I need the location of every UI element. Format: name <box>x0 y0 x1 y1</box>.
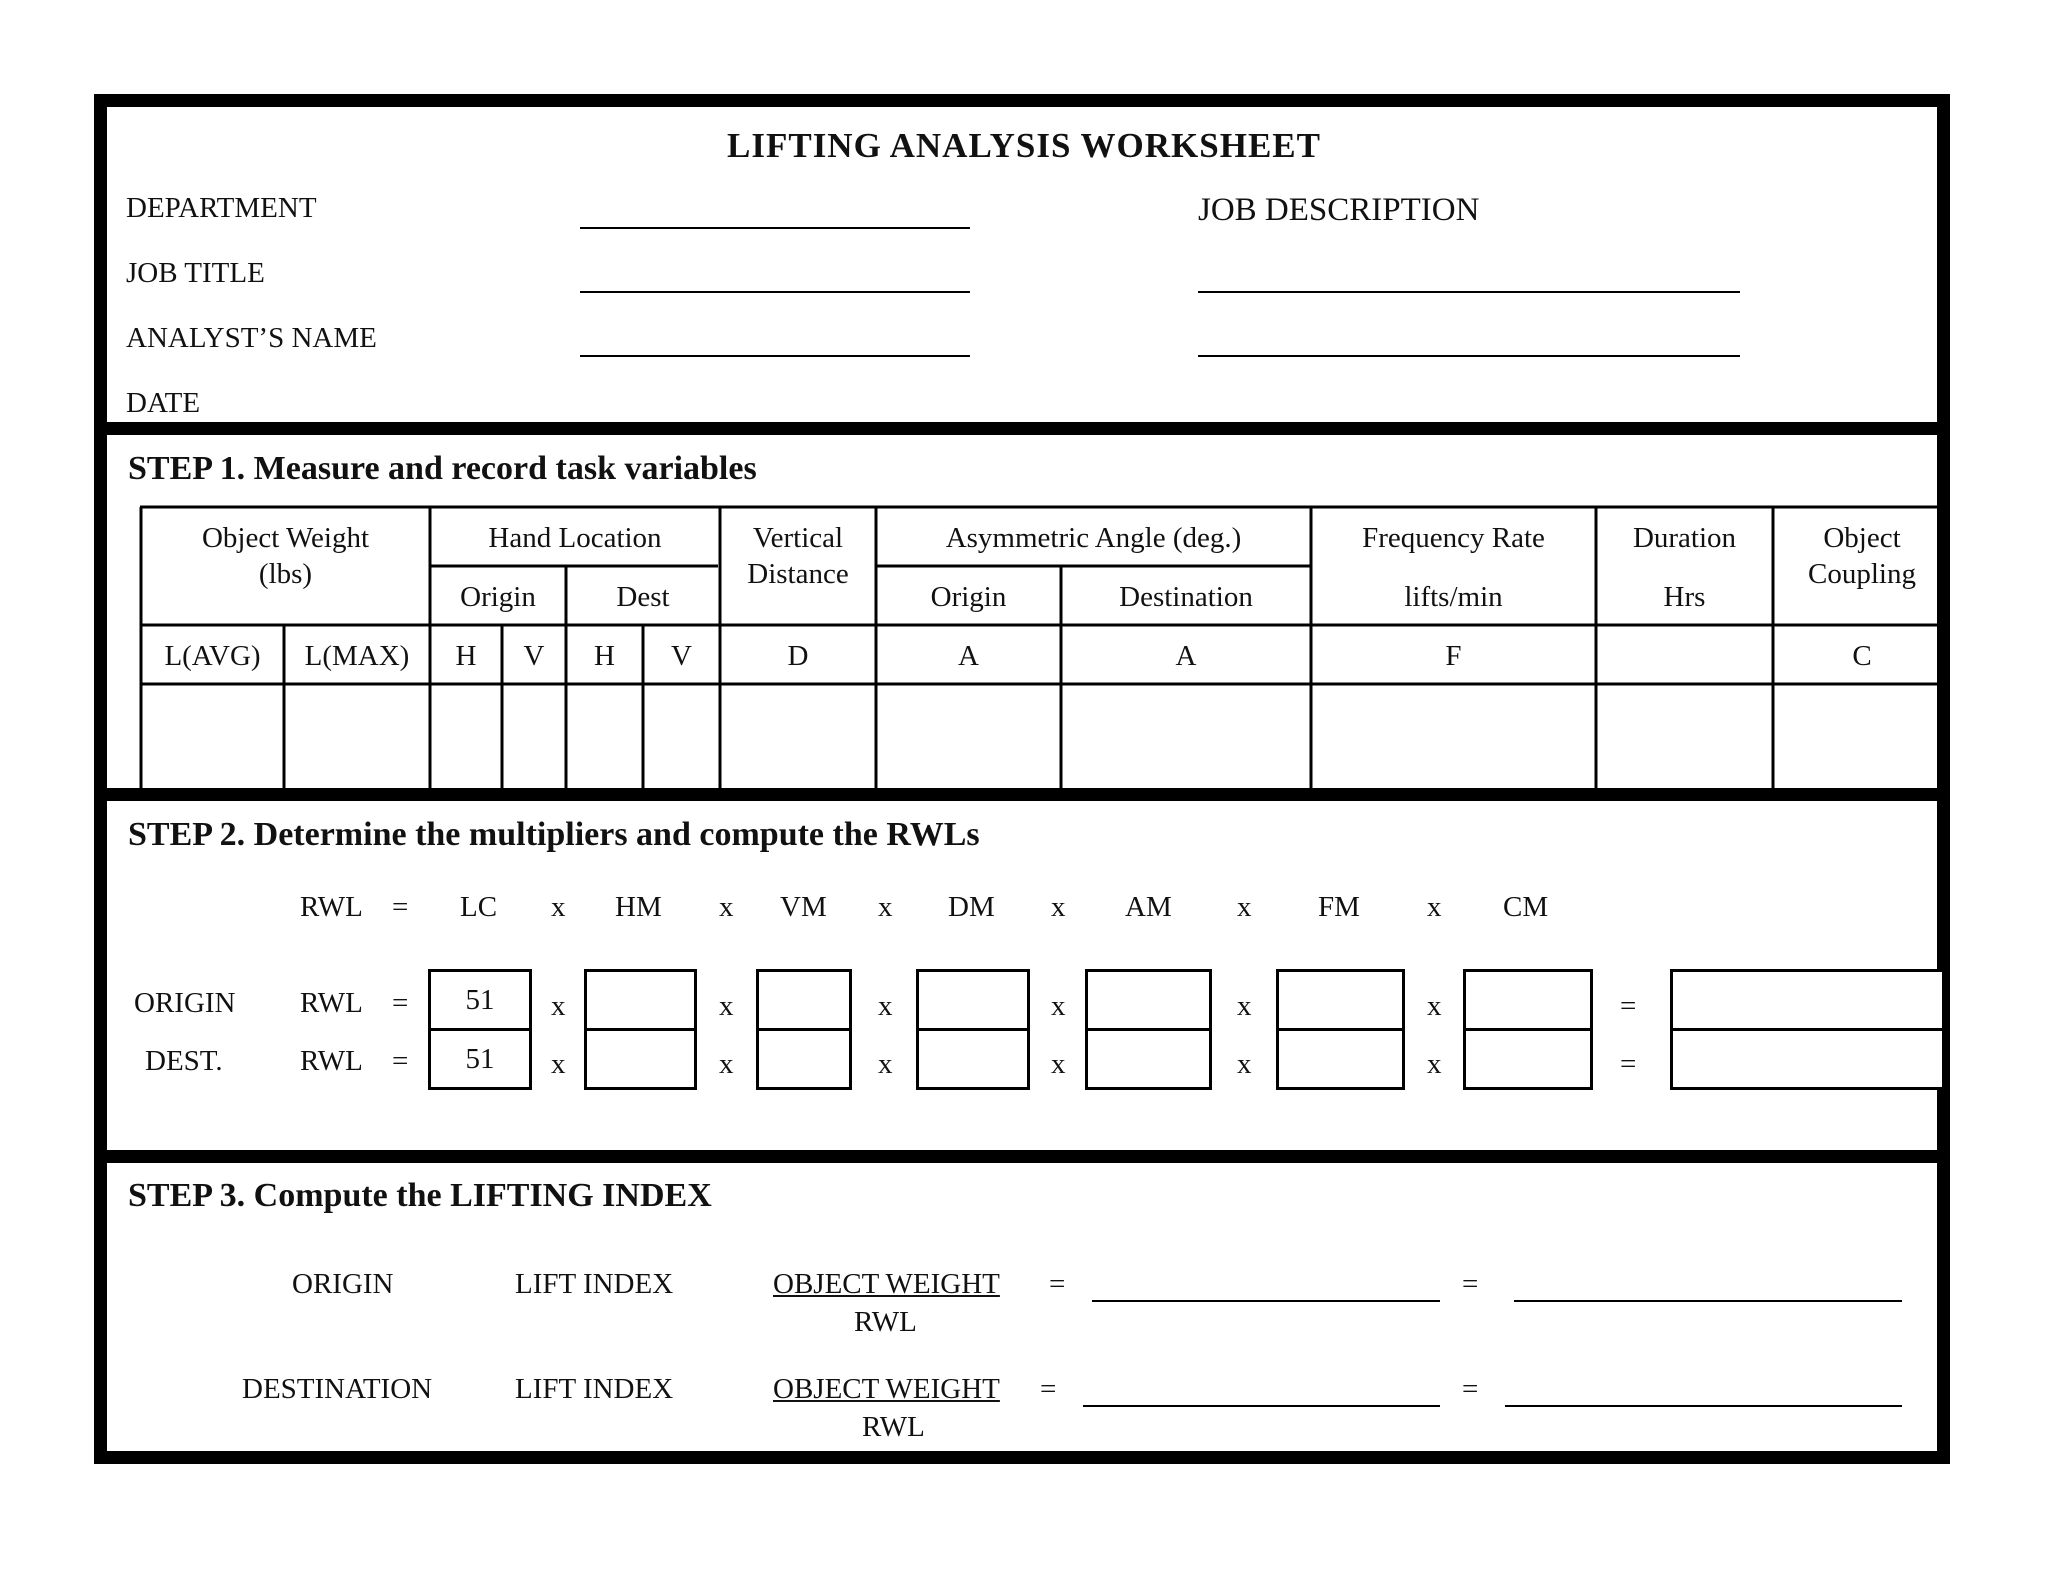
input-duration[interactable] <box>1598 686 1771 786</box>
formula-x: x <box>551 891 566 923</box>
formula-cm: CM <box>1503 891 1549 923</box>
origin-lc-box <box>428 969 532 1031</box>
input-coupling[interactable] <box>1775 686 1937 786</box>
li-origin-equals: = <box>1049 1268 1066 1300</box>
vertical-header: Vertical <box>752 522 844 554</box>
formula-am: AM <box>1125 891 1172 923</box>
origin-vm-input[interactable] <box>756 969 852 1031</box>
origin-x: x <box>551 990 566 1022</box>
origin-x: x <box>878 990 893 1022</box>
dest-fm-input[interactable] <box>1276 1028 1405 1090</box>
date-label: DATE <box>126 387 201 419</box>
origin-x: x <box>1051 990 1066 1022</box>
origin-fm-input[interactable] <box>1276 969 1405 1031</box>
input-dest-h[interactable] <box>568 686 641 786</box>
dest-cm-input[interactable] <box>1463 1028 1593 1090</box>
object-header: Object <box>1823 522 1901 554</box>
symbol-l-avg: L(AVG) <box>164 640 261 672</box>
coupling-header: Coupling <box>1808 558 1916 590</box>
formula-vm: VM <box>780 891 827 923</box>
dest-x: x <box>1237 1048 1252 1080</box>
department-label: DEPARTMENT <box>126 192 317 224</box>
dest-row-label: DEST. <box>145 1045 223 1077</box>
job-description-label: JOB DESCRIPTION <box>1198 192 1480 228</box>
asymmetric-angle-header: Asymmetric Angle (deg.) <box>945 522 1242 554</box>
dest-rwl-result[interactable] <box>1670 1028 1942 1090</box>
worksheet-title: LIFTING ANALYSIS WORKSHEET <box>727 126 1321 165</box>
job-title-label: JOB TITLE <box>126 257 265 289</box>
dest-x: x <box>551 1048 566 1080</box>
input-dest-v[interactable] <box>645 686 718 786</box>
li-destination-result-equals: = <box>1462 1373 1479 1405</box>
origin-dm-input[interactable] <box>916 969 1030 1031</box>
object-weight-unit: (lbs) <box>258 558 313 590</box>
origin-x: x <box>1237 990 1252 1022</box>
li-origin-result-equals: = <box>1462 1268 1479 1300</box>
input-origin-v[interactable] <box>504 686 564 786</box>
object-weight-header: Object Weight <box>201 522 370 554</box>
dest-dm-input[interactable] <box>916 1028 1030 1090</box>
input-origin-h[interactable] <box>432 686 500 786</box>
dest-lc-box <box>428 1028 532 1090</box>
origin-rwl-result[interactable] <box>1670 969 1942 1031</box>
dest-x: x <box>1051 1048 1066 1080</box>
input-frequency[interactable] <box>1313 686 1594 786</box>
formula-lc: LC <box>460 891 498 923</box>
distance-header: Distance <box>747 558 849 590</box>
origin-rwl: RWL <box>300 987 363 1019</box>
frequency-unit: lifts/min <box>1404 581 1503 613</box>
duration-header: Duration <box>1632 522 1737 554</box>
frequency-header: Frequency Rate <box>1362 522 1545 554</box>
origin-lc-value: 51 <box>465 983 495 1016</box>
origin-cm-input[interactable] <box>1463 969 1593 1031</box>
dest-equals: = <box>392 1045 409 1077</box>
symbol-dest-v: V <box>671 640 692 672</box>
symbol-f: F <box>1445 640 1462 672</box>
formula-fm: FM <box>1318 891 1360 923</box>
li-destination-denominator: RWL <box>862 1411 925 1443</box>
li-destination-result-field[interactable] <box>1505 1405 1902 1407</box>
symbol-origin-h: H <box>455 640 477 672</box>
origin-row-label: ORIGIN <box>134 987 236 1019</box>
hand-dest-header: Dest <box>616 581 670 613</box>
step1-title: STEP 1. Measure and record task variables <box>128 450 757 487</box>
input-a-origin[interactable] <box>878 686 1059 786</box>
origin-x: x <box>1427 990 1442 1022</box>
li-destination-index-label: LIFT INDEX <box>515 1373 674 1405</box>
input-d[interactable] <box>722 686 874 786</box>
duration-unit: Hrs <box>1663 581 1706 613</box>
li-destination-label: DESTINATION <box>242 1373 433 1405</box>
dest-rwl: RWL <box>300 1045 363 1077</box>
origin-x: x <box>719 990 734 1022</box>
li-origin-calc-field[interactable] <box>1092 1300 1440 1302</box>
li-destination-numerator: OBJECT WEIGHT <box>773 1373 1000 1405</box>
symbol-a-origin: A <box>958 640 979 672</box>
formula-x: x <box>1051 891 1066 923</box>
formula-dm: DM <box>948 891 995 923</box>
li-origin-result-field[interactable] <box>1514 1300 1902 1302</box>
symbol-l-max: L(MAX) <box>304 640 410 672</box>
formula-x: x <box>1237 891 1252 923</box>
dest-result-equals: = <box>1620 1048 1637 1080</box>
li-origin-index-label: LIFT INDEX <box>515 1268 674 1300</box>
asym-origin-header: Origin <box>930 581 1007 613</box>
symbol-d: D <box>787 640 809 672</box>
dest-x: x <box>719 1048 734 1080</box>
formula-x: x <box>719 891 734 923</box>
formula-rwl: RWL <box>300 891 363 923</box>
origin-am-input[interactable] <box>1085 969 1212 1031</box>
hand-location-header: Hand Location <box>488 522 662 554</box>
dest-x: x <box>1427 1048 1442 1080</box>
li-origin-label: ORIGIN <box>292 1268 394 1300</box>
li-destination-equals: = <box>1040 1373 1057 1405</box>
li-origin-denominator: RWL <box>854 1306 917 1338</box>
input-l-avg[interactable] <box>143 686 282 786</box>
input-a-destination[interactable] <box>1063 686 1309 786</box>
step3-title: STEP 3. Compute the LIFTING INDEX <box>128 1177 712 1214</box>
origin-hm-input[interactable] <box>584 969 697 1031</box>
dest-am-input[interactable] <box>1085 1028 1212 1090</box>
analyst-name-label: ANALYST’S NAME <box>126 322 377 354</box>
asym-destination-header: Destination <box>1119 581 1253 613</box>
formula-x: x <box>1427 891 1442 923</box>
dest-x: x <box>878 1048 893 1080</box>
dest-lc-value: 51 <box>465 1042 495 1075</box>
dest-hm-input[interactable] <box>584 1028 697 1090</box>
origin-equals: = <box>392 987 409 1019</box>
formula-equals: = <box>392 891 409 923</box>
symbol-dest-h: H <box>594 640 615 672</box>
dest-vm-input[interactable] <box>756 1028 852 1090</box>
origin-result-equals: = <box>1620 990 1637 1022</box>
formula-hm: HM <box>615 891 662 923</box>
step2-title: STEP 2. Determine the multipliers and compute the RWLs <box>128 816 980 853</box>
input-l-max[interactable] <box>286 686 428 786</box>
formula-x: x <box>878 891 893 923</box>
symbol-origin-v: V <box>523 640 545 672</box>
li-origin-numerator: OBJECT WEIGHT <box>773 1268 1000 1300</box>
symbol-c: C <box>1852 640 1872 672</box>
symbol-a-destination: A <box>1175 640 1197 672</box>
hand-origin-header: Origin <box>460 581 536 613</box>
li-destination-calc-field[interactable] <box>1083 1405 1440 1407</box>
